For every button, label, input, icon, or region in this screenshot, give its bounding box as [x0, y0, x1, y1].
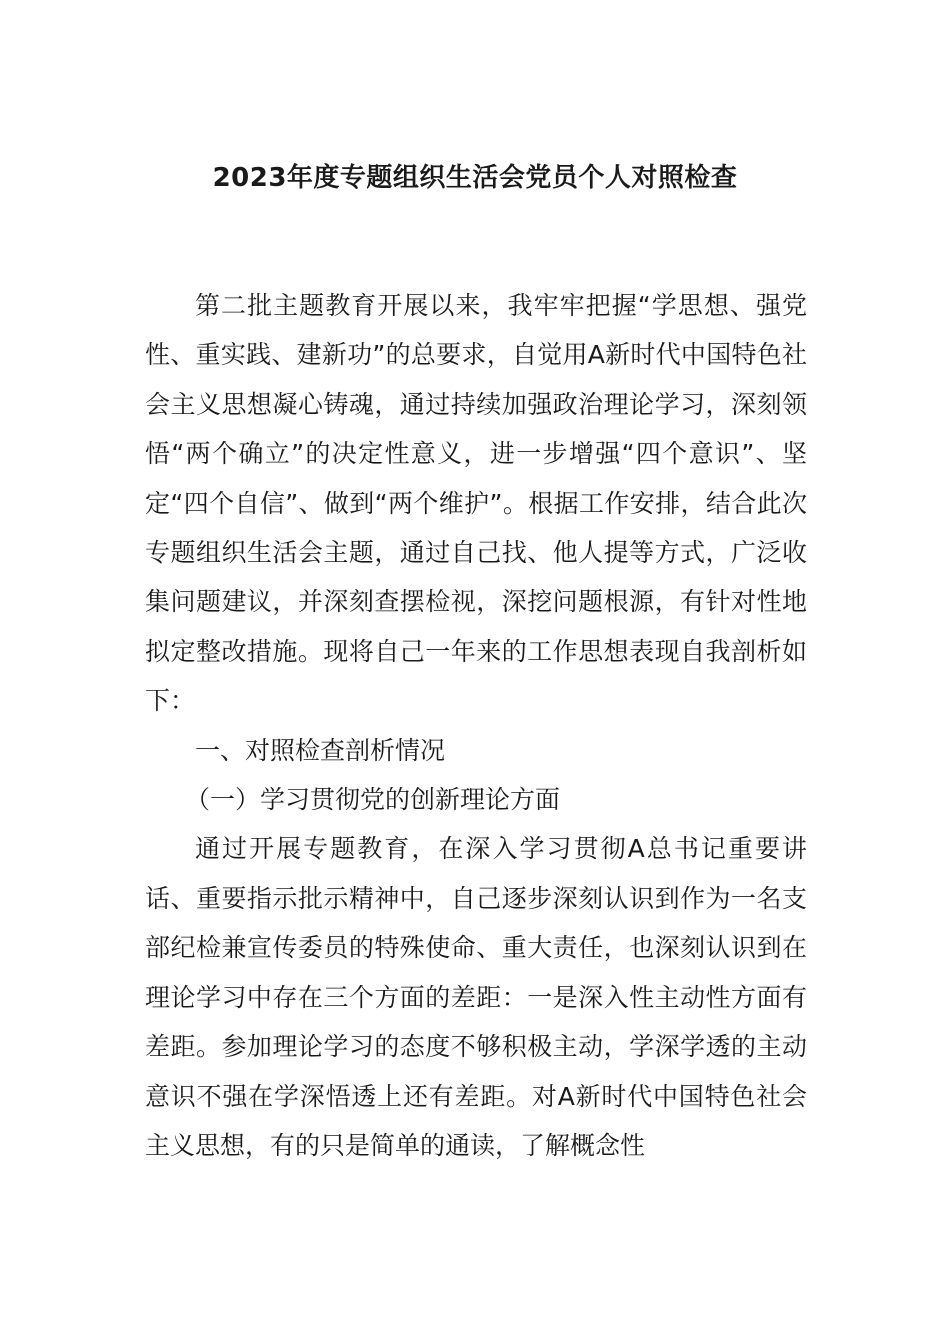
subsection-heading: （一）学习贯彻党的创新理论方面 [185, 785, 561, 815]
theory-study-paragraph: 通过开展专题教育，在深入学习贯彻A总书记重要讲话、重要指示批示精神中，自己逐步深刻认识到作为一名支部纪检兼宣传委员的特殊使命、重大责任，也深刻认识到在理论学习中存在三个方面的差距：一是深入性主动性方面有差距。参加理论学习的态度不够积极主动，学深学透的主动意识不强在学深悟透上还有差距。对A新时代中国特色社会主义思想，有的只是简单的通读，了解概念性 [145, 834, 807, 1160]
section-heading: 一、对照检查剖析情况 [195, 735, 446, 765]
intro-paragraph: 第二批主题教育开展以来，我牢牢把握“学思想、强党性、重实践、建新功”的总要求，自觉用A新时代中国特色社会主义思想凝心铸魂，通过持续加强政治理论学习，深刻领悟“两个确立”的决定性意义，进一步增强“四个意识”、坚定“四个自信”、做到“两个维护”。根据工作安排，结合此次专题组织生活会主题，通过自己找、他人提等方式，广泛收集问题建议，并深刻查摆检视，深挖问题根源，有针对性地拟定整改措施。现将自己一年来的工作思想表现自我剖析如下： [145, 291, 807, 716]
document-body [145, 281, 807, 1170]
document-title: 2023年度专题组织生活会党员个人对照检查 [212, 163, 738, 193]
